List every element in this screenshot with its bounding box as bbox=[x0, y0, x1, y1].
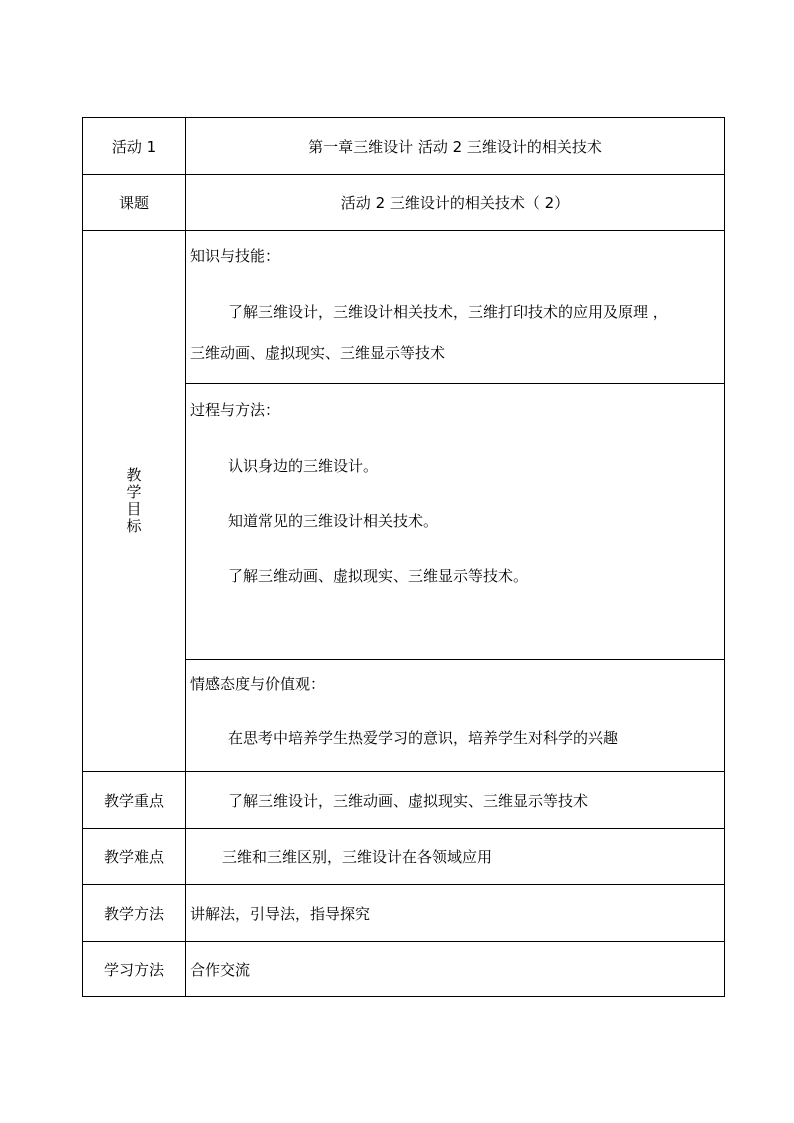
teaching-method-row bbox=[83, 885, 724, 942]
lesson-plan-table bbox=[82, 117, 725, 997]
knowledge-line-1: 了解三维设计，三维设计相关技术，三维打印技术的应用及原理 ， bbox=[228, 303, 668, 321]
difficulties-row bbox=[83, 829, 724, 885]
difficulties-value: 三维和三维区别，三维设计在各领域应用 bbox=[222, 848, 493, 866]
learning-method-value: 合作交流 bbox=[190, 960, 251, 979]
key-points-value: 了解三维设计，三维动画、虚拟现实、三维显示等技术 bbox=[228, 791, 589, 810]
knowledge-line-2: 三维动画、虚拟现实、三维显示等技术 bbox=[190, 344, 446, 362]
process-item: 认识身边的三维设计。 bbox=[228, 457, 379, 475]
objectives-label: 教 学 目 标 bbox=[126, 466, 142, 535]
topic-label: 课题 bbox=[83, 175, 186, 230]
emotion-line-1: 在思考中培养学生热爱学习的意识，培养学生对科学的兴趣 bbox=[228, 729, 619, 747]
key-points-row bbox=[83, 772, 724, 829]
process-item: 了解三维动画、虚拟现实、三维显示等技术。 bbox=[228, 567, 529, 585]
activity-row bbox=[83, 118, 724, 175]
teaching-method-value: 讲解法，引导法，指导探究 bbox=[190, 904, 371, 923]
process-method-cell bbox=[186, 384, 724, 660]
learning-method-label: 学习方法 bbox=[83, 942, 186, 996]
objectives-label-cell bbox=[83, 231, 186, 772]
emotion-heading: 情感态度与价值观： bbox=[190, 675, 326, 693]
topic-value: 活动 2 三维设计的相关技术（ 2） bbox=[340, 194, 570, 212]
emotion-values-cell bbox=[186, 660, 724, 772]
difficulties-label: 教学难点 bbox=[83, 829, 186, 884]
learning-method-row bbox=[83, 942, 724, 996]
process-item: 知道常见的三维设计相关技术。 bbox=[228, 512, 439, 530]
key-points-label: 教学重点 bbox=[83, 772, 186, 828]
activity-label: 活动 1 bbox=[83, 118, 186, 174]
activity-value: 第一章三维设计 活动 2 三维设计的相关技术 bbox=[308, 137, 602, 156]
process-heading: 过程与方法： bbox=[190, 401, 281, 419]
knowledge-heading: 知识与技能： bbox=[190, 247, 281, 265]
knowledge-skills-cell bbox=[186, 231, 724, 384]
teaching-method-label: 教学方法 bbox=[83, 885, 186, 941]
topic-row bbox=[83, 175, 724, 231]
